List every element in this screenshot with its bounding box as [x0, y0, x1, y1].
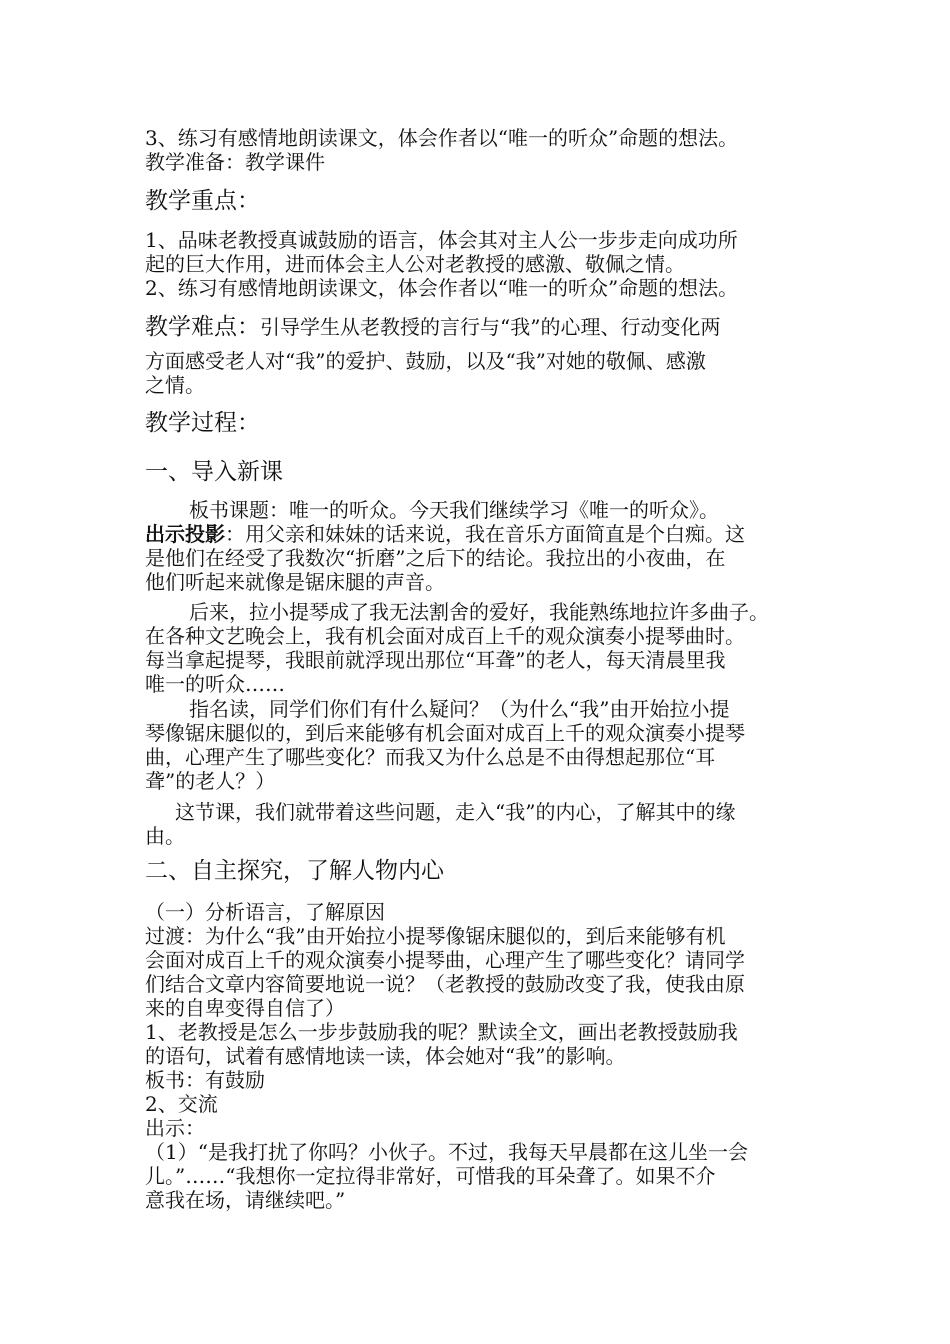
- question-line-2: 琴像锯床腿似的，到后来能够有机会面对成百上千的观众演奏小提琴: [145, 721, 745, 745]
- section-1-title: 一、导入新课: [145, 459, 283, 485]
- projection-line-2: 是他们在经受了我数次“折磨”之后下的结论。我拉出的小夜曲，在: [145, 546, 726, 570]
- projection-label: 出示投影: [145, 522, 225, 546]
- difficulty-line-1: [145, 313, 720, 341]
- quote-1-line-1: （1）“是我打扰了你吗？小伙子。不过，我每天早晨都在这儿坐一会: [145, 1140, 748, 1164]
- key-point-1-line-2: 起的巨大作用，进而体会主人公对老教授的感激、敬佩之情。: [145, 252, 685, 276]
- heading-key-points: 教学重点：: [145, 188, 260, 214]
- task-2-title: 2、交流: [145, 1092, 218, 1116]
- board-note: 板书：有鼓励: [145, 1068, 265, 1092]
- section-2-title: 二、自主探究，了解人物内心: [145, 858, 444, 884]
- transition-line-4: 来的自卑变得自信了）: [145, 996, 345, 1020]
- projection-line-1: [145, 522, 745, 546]
- later-line-4: 唯一的听众……: [145, 672, 285, 696]
- transition-line-1: 过渡：为什么“我”由开始拉小提琴像锯床腿似的，到后来能够有机: [145, 924, 726, 948]
- quote-1-line-2: 儿。”……“我想你一定拉得非常好，可惜我的耳朵聋了。如果不介: [145, 1164, 716, 1188]
- task-1-line-2: 的语句，试着有感情地读一读，体会她对“我”的影响。: [145, 1044, 626, 1068]
- subsection-1-title: （一）分析语言，了解原因: [145, 900, 385, 924]
- projection-line-3: 他们听起来就像是锯床腿的声音。: [145, 570, 445, 594]
- quote-1-line-3: 意我在场，请继续吧。”: [145, 1188, 346, 1212]
- projection-text: ：用父亲和妹妹的话来说，我在音乐方面简直是个白痴。这: [225, 522, 745, 546]
- question-line-3: 曲，心理产生了哪些变化？而我又为什么总是不由得想起那位“耳: [145, 745, 716, 769]
- later-line-1: 后来，拉小提琴成了我无法割舍的爱好，我能熟练地拉许多曲子。: [189, 600, 769, 624]
- heading-difficulty: 教学难点：: [145, 314, 260, 340]
- intro-line-2: 由。: [145, 824, 185, 848]
- key-point-2: 2、练习有感情地朗读课文，体会作者以“唯一的听众”命题的想法。: [145, 276, 739, 300]
- later-line-3: 每当拿起提琴，我眼前就浮现出那位“耳聋”的老人，每天清晨里我: [145, 648, 726, 672]
- transition-line-2: 会面对成百上千的观众演奏小提琴曲，心理产生了哪些变化？请同学: [145, 948, 745, 972]
- later-line-2: 在各种文艺晚会上，我有机会面对成百上千的观众演奏小提琴曲时。: [145, 624, 745, 648]
- difficulty-text: 引导学生从老教授的言行与“我”的心理、行动变化两: [260, 315, 721, 339]
- question-line-4: 聋”的老人？）: [145, 769, 276, 793]
- heading-teaching-process: 教学过程：: [145, 410, 260, 436]
- transition-line-3: 们结合文章内容简要地说一说？（老教授的鼓励改变了我，使我由原: [145, 972, 745, 996]
- key-point-1-line-1: 1、品味老教授真诚鼓励的语言，体会其对主人公一步步走向成功所: [145, 228, 738, 252]
- paragraph-board-title: 板书课题：唯一的听众。今天我们继续学习《唯一的听众》。: [189, 498, 719, 522]
- difficulty-line-2: 方面感受老人对“我”的爱护、鼓励，以及“我”对她的敬佩、感激: [145, 349, 706, 373]
- intro-line-1: 这节课，我们就带着这些问题，走入“我”的内心，了解其中的缘: [175, 800, 736, 824]
- teaching-preparation: 教学准备：教学课件: [145, 150, 325, 174]
- objective-3: 3、练习有感情地朗读课文，体会作者以“唯一的听众”命题的想法。: [145, 126, 739, 150]
- task-1-line-1: 1、老教授是怎么一步步鼓励我的呢？默读全文，画出老教授鼓励我: [145, 1020, 738, 1044]
- difficulty-line-3: 之情。: [145, 373, 205, 397]
- show-label: 出示：: [145, 1116, 205, 1140]
- question-line-1: 指名读，同学们你们有什么疑问？（为什么“我”由开始拉小提: [189, 697, 730, 721]
